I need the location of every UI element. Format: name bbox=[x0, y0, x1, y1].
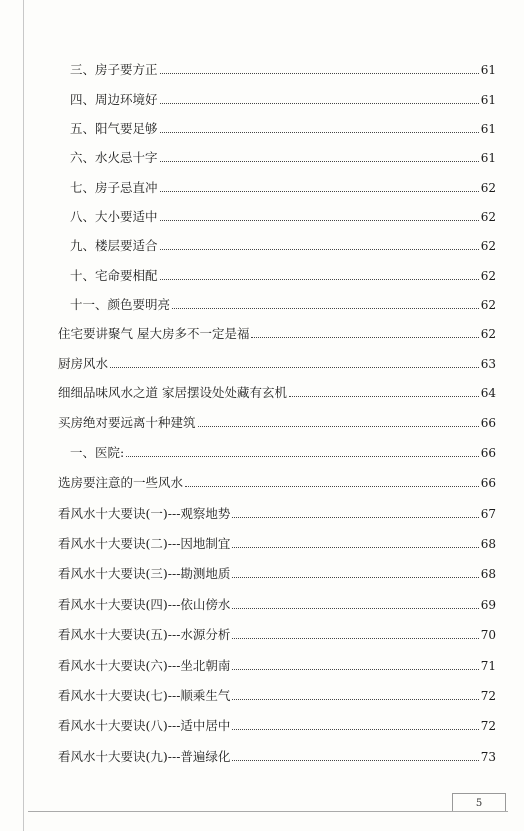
dot-leader bbox=[232, 516, 478, 518]
toc-entry[interactable] bbox=[58, 322, 496, 342]
dot-leader bbox=[160, 102, 479, 104]
toc-entry[interactable] bbox=[70, 441, 496, 461]
toc-entry-page: 62 bbox=[480, 298, 496, 312]
toc-entry[interactable] bbox=[70, 117, 496, 137]
dot-leader bbox=[232, 637, 478, 639]
toc-entry-page: 68 bbox=[480, 537, 496, 551]
toc-entry-page: 72 bbox=[480, 719, 496, 733]
toc-entry-page: 66 bbox=[480, 476, 496, 490]
toc-entry-title: 九、楼层要适合 bbox=[70, 238, 158, 253]
toc-entry-page: 70 bbox=[480, 628, 496, 642]
toc-entry-title: 七、房子忌直冲 bbox=[70, 180, 158, 195]
toc-entry-page: 62 bbox=[480, 181, 496, 195]
toc-entry-title: 十一、颜色要明亮 bbox=[70, 297, 171, 312]
toc-entry-title: 看风水十大要诀(五)---水源分析 bbox=[58, 627, 231, 642]
dot-leader bbox=[232, 668, 478, 670]
dot-leader bbox=[232, 607, 478, 609]
toc-entry[interactable] bbox=[58, 684, 496, 704]
dot-leader bbox=[160, 278, 479, 280]
toc-entry[interactable] bbox=[58, 714, 496, 734]
dot-leader bbox=[160, 160, 479, 162]
dot-leader bbox=[185, 485, 479, 487]
dot-leader bbox=[251, 336, 478, 338]
toc-entry-page: 66 bbox=[480, 416, 496, 430]
toc-entry-page: 63 bbox=[480, 357, 496, 371]
toc-entry[interactable] bbox=[70, 293, 496, 313]
toc-entry-title: 看风水十大要诀(四)---依山傍水 bbox=[58, 597, 231, 612]
dot-leader bbox=[160, 131, 479, 133]
page-bottom-rule bbox=[28, 811, 508, 812]
toc-entry-page: 71 bbox=[480, 659, 496, 673]
page-number: 5 bbox=[475, 797, 483, 809]
toc-entry-title: 细细品味风水之道 家居摆设处处藏有玄机 bbox=[58, 385, 287, 400]
toc-entry[interactable] bbox=[58, 352, 496, 372]
toc-entry[interactable] bbox=[70, 176, 496, 196]
toc-entry-page: 61 bbox=[480, 93, 496, 107]
dot-leader bbox=[232, 698, 478, 700]
toc-entry-title: 六、水火忌十字 bbox=[70, 150, 158, 165]
toc-entry-page: 61 bbox=[480, 151, 496, 165]
toc-entry[interactable] bbox=[70, 88, 496, 108]
dot-leader bbox=[232, 546, 478, 548]
dot-leader bbox=[232, 759, 478, 761]
toc-entry-title: 三、房子要方正 bbox=[70, 62, 158, 77]
toc-entry-page: 73 bbox=[480, 750, 496, 764]
toc-entry-page: 61 bbox=[480, 63, 496, 77]
dot-leader bbox=[160, 72, 479, 74]
dot-leader bbox=[160, 190, 479, 192]
toc-entry-title: 看风水十大要诀(一)---观察地势 bbox=[58, 506, 231, 521]
toc-entry-title: 看风水十大要诀(七)---顺乘生气 bbox=[58, 688, 231, 703]
toc-entry[interactable] bbox=[58, 381, 496, 401]
toc-entry-page: 68 bbox=[480, 567, 496, 581]
toc-entry-title: 看风水十大要诀(九)---普遍绿化 bbox=[58, 749, 231, 764]
toc-entry-title: 八、大小要适中 bbox=[70, 209, 158, 224]
toc-entry-title: 厨房风水 bbox=[58, 356, 109, 371]
toc-entry[interactable] bbox=[70, 58, 496, 78]
toc-entry-page: 62 bbox=[480, 210, 496, 224]
toc-entry-title: 看风水十大要诀(三)---勘测地质 bbox=[58, 566, 231, 581]
dot-leader bbox=[110, 366, 479, 368]
page-number-box bbox=[452, 793, 506, 812]
toc-entry-title: 看风水十大要诀(二)---因地制宜 bbox=[58, 536, 231, 551]
toc-entry[interactable] bbox=[58, 532, 496, 552]
toc-entry[interactable] bbox=[58, 623, 496, 643]
toc-entry-title: 选房要注意的一些风水 bbox=[58, 475, 184, 490]
dot-leader bbox=[232, 576, 478, 578]
toc-entry-title: 买房绝对要远离十种建筑 bbox=[58, 415, 196, 430]
dot-leader bbox=[126, 455, 479, 457]
toc-entry-page: 64 bbox=[480, 386, 496, 400]
toc-entry[interactable] bbox=[70, 205, 496, 225]
toc-entry-title: 看风水十大要诀(六)---坐北朝南 bbox=[58, 658, 231, 673]
dot-leader bbox=[172, 307, 479, 309]
toc-entry[interactable] bbox=[70, 146, 496, 166]
toc-entry-page: 66 bbox=[480, 446, 496, 460]
toc-entry[interactable] bbox=[58, 471, 496, 491]
dot-leader bbox=[198, 425, 479, 427]
toc-entry[interactable] bbox=[58, 593, 496, 613]
dot-leader bbox=[160, 248, 479, 250]
toc-entry-page: 69 bbox=[480, 598, 496, 612]
toc-entry-page: 62 bbox=[480, 269, 496, 283]
toc-entry[interactable] bbox=[58, 745, 496, 765]
toc-entry-title: 一、医院: bbox=[70, 445, 125, 460]
toc-entry-title: 住宅要讲聚气 屋大房多不一定是福 bbox=[58, 326, 250, 341]
toc-entry[interactable] bbox=[58, 654, 496, 674]
toc-entry[interactable] bbox=[58, 502, 496, 522]
toc-entry[interactable] bbox=[58, 411, 496, 431]
dot-leader bbox=[289, 395, 479, 397]
toc-entry[interactable] bbox=[70, 234, 496, 254]
toc-entry[interactable] bbox=[70, 264, 496, 284]
toc-entry-page: 61 bbox=[480, 122, 496, 136]
dot-leader bbox=[232, 728, 478, 730]
toc-entry-title: 五、阳气要足够 bbox=[70, 121, 158, 136]
toc-entry[interactable] bbox=[58, 562, 496, 582]
toc-entry-title: 四、周边环境好 bbox=[70, 92, 158, 107]
toc-entry-page: 67 bbox=[480, 507, 496, 521]
toc-entry-page: 62 bbox=[480, 239, 496, 253]
toc-entry-title: 十、宅命要相配 bbox=[70, 268, 158, 283]
dot-leader bbox=[160, 219, 479, 221]
toc-entry-page: 62 bbox=[480, 327, 496, 341]
toc-entry-title: 看风水十大要诀(八)---适中居中 bbox=[58, 718, 231, 733]
toc-entry-page: 72 bbox=[480, 689, 496, 703]
